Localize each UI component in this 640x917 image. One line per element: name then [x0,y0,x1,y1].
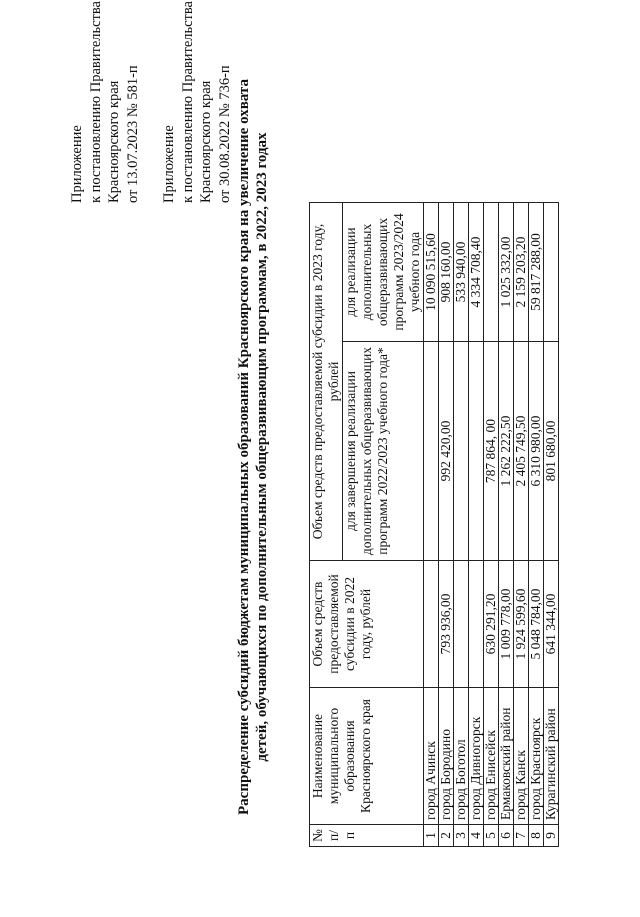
row-value-2023-implementation: 1 025 332,00 [499,203,514,342]
row-municipality: город Ачинск [424,688,439,825]
row-value-2023-implementation: 59 817 288,00 [529,203,544,342]
table-row [499,203,514,847]
row-value-2023-implementation: 10 090 515,60 [424,203,439,342]
row-municipality: город Бородино [439,688,454,825]
row-value-2023-completion: 992 420,00 [439,342,454,561]
row-value-2022: 630 291,20 [484,561,499,688]
appendix-line: Приложение [161,125,177,203]
row-number: 7 [514,825,529,847]
header-2023-completion: для завершения реализации дополнительных общеразвивающих программ 2022/2023 учебного года* [343,342,424,561]
row-value-2023-implementation: 908 160,00 [439,203,454,342]
row-number: 9 [544,825,559,847]
table-row [529,203,544,847]
row-value-2022: 1 009 778,00 [499,561,514,688]
row-value-2023-completion: 1 262 222,50 [499,342,514,561]
row-value-2022: 1 924 599,60 [514,561,529,688]
row-number: 3 [454,825,469,847]
row-value-2023-completion [469,342,484,561]
title-line: детей, обучающихся по дополнительным общеразвивающим программам, в 2022, 2023 годах [254,132,270,762]
row-value-2022 [424,561,439,688]
row-value-2023-completion: 2 405 749,50 [514,342,529,561]
row-number: 5 [484,825,499,847]
row-value-2022: 5 048 784,00 [529,561,544,688]
header-2022: Объем средств предоставляемой субсидии в 2022 году, рублей [310,561,424,688]
row-value-2023-implementation [544,203,559,342]
header-num: № п/п [310,825,424,847]
row-municipality: город Дивногорск [469,688,484,825]
table-row [544,203,559,847]
row-number: 4 [469,825,484,847]
row-value-2022: 793 936,00 [439,561,454,688]
row-value-2023-implementation: 4 334 708,40 [469,203,484,342]
row-value-2023-completion: 787 864, 00 [484,342,499,561]
row-municipality: город Боготол [454,688,469,825]
row-number: 1 [424,825,439,847]
document-title [235,47,271,847]
row-value-2022 [454,561,469,688]
appendix-block-2 [160,1,234,203]
row-value-2023-completion [454,342,469,561]
row-value-2022: 641 344,00 [544,561,559,688]
table-row [454,203,469,847]
title-line: Распределение субсидий бюджетам муниципальных образований Красноярского края на увеличение охвата [236,79,252,815]
row-number: 2 [439,825,454,847]
row-value-2023-completion [424,342,439,561]
appendix-line: Красноярского края [198,80,214,203]
row-municipality: город Енисейск [484,688,499,825]
table-body [424,203,559,847]
header-2023-implementation: для реализации дополнительных общеразвивающих программ 2023/2024 учебного года [343,203,424,342]
table-row [439,203,454,847]
appendix-line: Приложение [69,125,85,203]
row-municipality: Курагинский район [544,688,559,825]
row-value-2023-completion: 6 310 980,00 [529,342,544,561]
subsidy-table [309,202,559,847]
appendix-line: к постановлению Правительства [179,1,196,203]
header-2023-group: Объем средств предоставляемой субсидии в 2023 году, рублей [310,203,343,561]
appendix-line: от 30.08.2022 № 736-п [216,65,233,203]
appendix-block-1 [68,1,142,203]
row-value-2023-implementation: 533 940,00 [454,203,469,342]
row-municipality: Ермаковский район [499,688,514,825]
row-value-2023-implementation: 2 159 203,20 [514,203,529,342]
table-row [514,203,529,847]
appendix-line: к постановлению Правительства [87,1,104,203]
table-row [424,203,439,847]
row-number: 6 [499,825,514,847]
appendix-line: Красноярского края [106,80,122,203]
row-value-2023-completion: 801 680,00 [544,342,559,561]
table-row [484,203,499,847]
header-name: Наименование муниципального образования Красноярского края [310,688,424,825]
row-number: 8 [529,825,544,847]
row-municipality: город Красноярск [529,688,544,825]
table-row [469,203,484,847]
row-value-2023-implementation [484,203,499,342]
row-value-2022 [469,561,484,688]
appendix-line: от 13.07.2023 № 581-п [124,65,141,203]
row-municipality: город Канск [514,688,529,825]
